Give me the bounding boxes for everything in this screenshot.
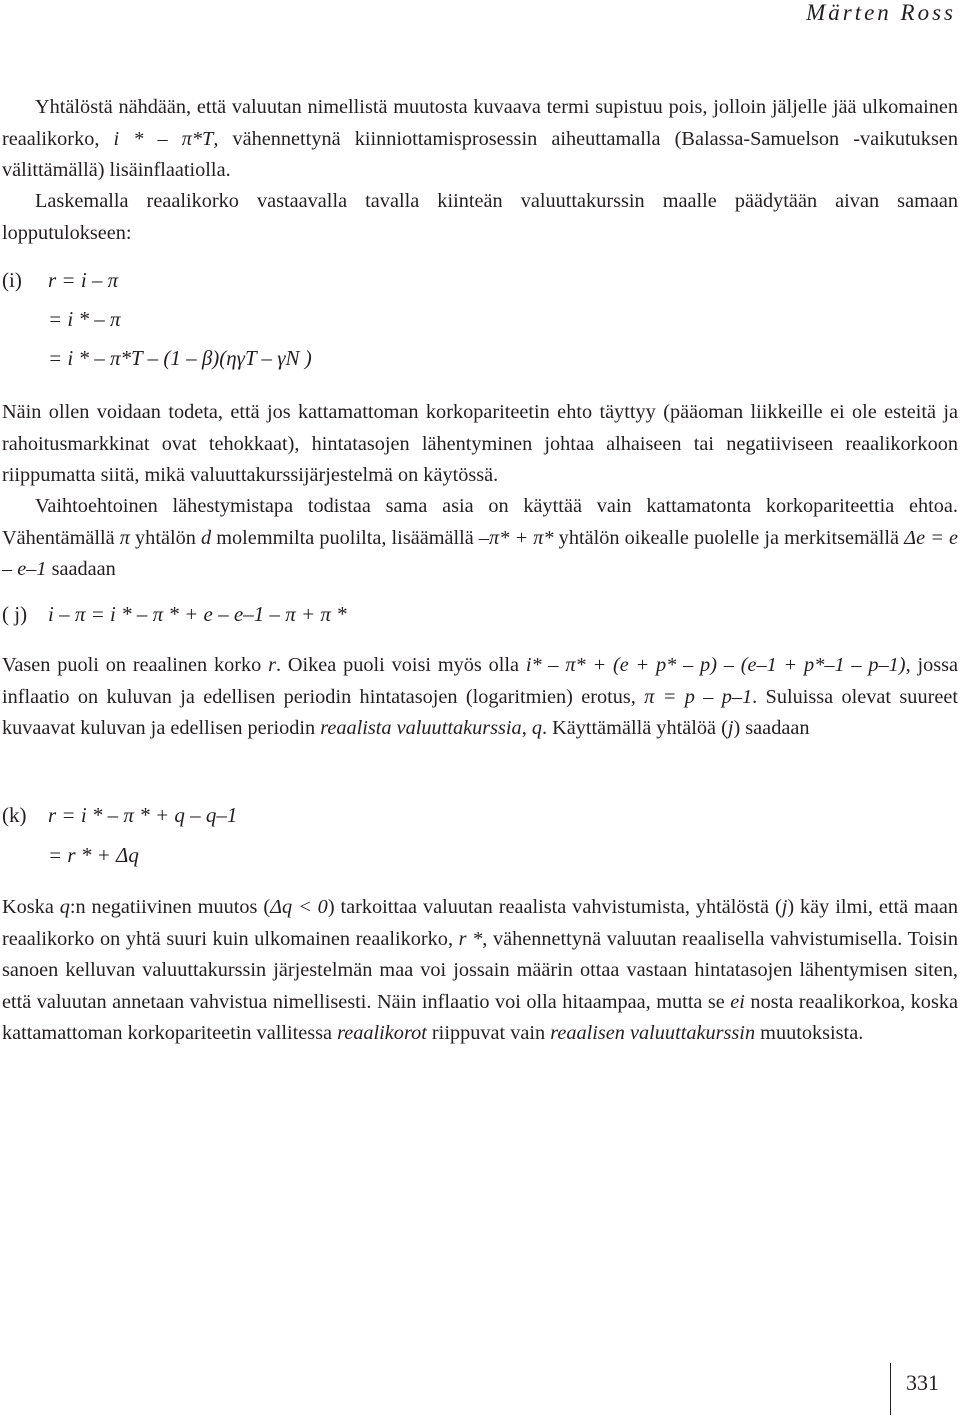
paragraph-6-text-c: ) tarkoittaa valuutan reaalista vahvistumista, yhtälöstä (	[327, 896, 782, 918]
paragraph-6-j: j	[781, 896, 788, 918]
page-number: 331	[906, 1370, 939, 1395]
paragraph-6	[2, 892, 958, 1050]
paragraph-4-pi: π	[119, 526, 130, 549]
equation-k-line-2: = r * + Δq	[48, 843, 139, 867]
paragraph-6-text-d: ) käy ilmi, että maan reaalikorko on yhtä suuri kuin ulkomainen reaalikorko,	[2, 896, 958, 950]
paragraph-5	[2, 650, 958, 745]
paragraph-6-delta-q: Δq < 0	[270, 896, 328, 918]
paragraph-6-text-a: Koska	[2, 896, 60, 918]
paragraph-6-text-b: :n negatiivinen muutos (	[69, 896, 271, 918]
paragraph-6-emphasis-1: reaalikorot	[337, 1022, 427, 1044]
paragraph-2: Laskemalla reaalikorko vastaavalla tavalla kiinteän valuuttakurssin maalle päädytään aivan samaan lopputulokseen:	[2, 190, 958, 244]
paragraph-6-text-e: , vähennettynä valuutan reaalisella vahvistumisella. Toisin sanoen kelluvan valuuttakurssin järjestelmän maa voi jossain määrin ottaa vastaan hintatasojen lähentymisen siten, että valuutan annetaan vahvistua nimellisesti. Näin inflaatio voi olla hitaampaa, mutta se	[2, 927, 959, 1013]
paragraph-6-emphasis-2: reaalisen valuuttakurssin	[550, 1022, 756, 1044]
paragraph-5-j: j	[727, 717, 734, 739]
paragraph-6-q: q	[59, 896, 70, 918]
paragraph-5-text-a: Vasen puoli on reaalinen korko	[2, 654, 269, 676]
equation-k-line-2-row	[48, 843, 139, 868]
equation-i-line-3: = i * – π*T – (1 – β)(ηγT – γN )	[48, 346, 312, 370]
equation-j	[2, 602, 347, 627]
paragraph-6-text-g: riippuvat vain	[426, 1022, 551, 1044]
paragraph-6-ei: ei	[730, 990, 745, 1013]
paragraph-5-text-g: ) saadaan	[733, 717, 810, 739]
paragraph-5-text-d: . Suluissa olevat suureet kuvaavat kuluvan ja edellisen periodin	[2, 685, 958, 739]
paragraph-4-delta: Δe = e – e–1	[2, 526, 959, 580]
paragraph-4-text-b: yhtälön	[129, 526, 201, 549]
running-header-author: Märten Ross	[806, 0, 956, 25]
paragraph-5-formula: i* – π* + (e + p* – p) – (e–1 + p*–1 – p–1)	[525, 654, 906, 676]
equation-i-line-2-row	[48, 307, 121, 332]
equation-i	[2, 268, 118, 293]
paragraph-5-text-e: ,	[521, 717, 532, 739]
equation-j-label: ( j)	[2, 602, 28, 626]
equation-i-line-2: = i * – π	[48, 307, 121, 331]
paragraph-4-text-a: Vaihtoehtoinen lähestymistapa todistaa sama asia on käyttää vain kattamatonta korkopariteettia ehtoa. Vähentämällä	[2, 495, 958, 549]
paragraph-4	[2, 491, 958, 586]
equation-i-line-1: r = i – π	[48, 268, 119, 292]
paragraph-1	[2, 92, 958, 187]
paragraph-4-text-f: saadaan	[46, 558, 116, 580]
paragraph-5-emphasis: reaalista valuuttakurssia	[320, 717, 522, 739]
equation-i-label: (i)	[2, 268, 22, 292]
paragraph-6-text-h: muutoksista.	[755, 1022, 864, 1044]
paragraph-5-text-f: . Käyttämällä yhtälöä (	[541, 717, 728, 739]
equation-j-line-1: i – π = i * – π * + e – e–1 – π + π *	[48, 602, 347, 626]
paragraph-1-text-a: Yhtälöstä nähdään, että valuutan nimellistä muutosta kuvaava termi supistuu pois, jolloin jäljelle jää ulkomainen reaalikorko,	[2, 96, 958, 150]
equation-k-line-1: r = i * – π * + q – q–1	[48, 803, 238, 827]
paragraph-5-text-c: , jossa inflaatio on kuluvan ja edellisen periodin hintatasojen (logaritmien) erotus,	[2, 654, 959, 708]
paragraph-5-text-b: . Oikea puoli voisi myös olla	[275, 654, 526, 676]
equation-k	[2, 803, 237, 828]
paragraph-5-inflation: π = p – p–1	[644, 685, 753, 708]
paragraph-1-text-b: , vähennettynä kiinniottamisprosessin aiheuttamalla (Balassa-Samuelson -vaikutuksen välittämällä) lisäinflaatiolla.	[2, 127, 958, 181]
footer-divider	[890, 1363, 891, 1415]
equation-k-label: (k)	[2, 803, 27, 827]
paragraph-3: Näin ollen voidaan todeta, että jos kattamattoman korkopariteetin ehto täyttyy (pääoman liikkeille ei ole esteitä ja rahoitusmarkkinat ovat tehokkaat), hintatasojen lähentyminen johtaa alhaiseen tai negatiiviseen reaalikorkoon riippumatta siitä, mikä valuuttakurssijärjestelmä on käytössä.	[2, 401, 958, 486]
paragraph-5-q: q	[531, 717, 542, 739]
paragraph-4-text-c: molemmilta puolilta, lisäämällä	[211, 526, 479, 549]
paragraph-1-formula: i * – π*T	[113, 127, 214, 150]
paragraph-4-d: d	[201, 526, 212, 549]
paragraph-5-r: r	[268, 654, 276, 676]
equation-i-line-3-row	[48, 346, 312, 371]
paragraph-6-r-star: r *	[458, 927, 483, 950]
paragraph-4-formula: –π* + π*	[478, 526, 554, 549]
paragraph-6-text-f: nosta reaalikorkoa, koska kattamattoman korkopariteetin vallitessa	[2, 990, 958, 1044]
paragraph-4-text-e: yhtälön oikealle puolelle ja merkitsemällä	[553, 526, 905, 549]
